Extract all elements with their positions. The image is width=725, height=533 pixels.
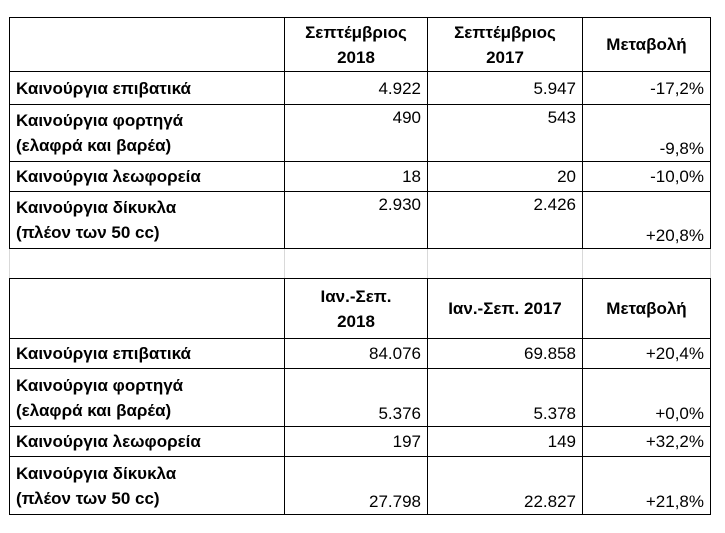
table2-header-jan-sep-2018-line2: 2018 — [337, 311, 375, 331]
value-2017: 5.947 — [428, 72, 583, 105]
change-value: +0,0% — [583, 369, 711, 427]
table-row — [10, 427, 711, 457]
value-2017: 5.378 — [428, 369, 583, 427]
table2-header-jan-sep-2018-line1: Ιαν.-Σεπ. — [320, 286, 392, 306]
table1-header-sep-2018-line2: 2018 — [337, 47, 375, 67]
row-label — [10, 369, 285, 427]
value-2018: 490 — [285, 105, 428, 162]
row-label: Καινούργια λεωφορεία — [10, 162, 285, 192]
value-2018: 2.930 — [285, 192, 428, 249]
row-label-line2: (ελαφρά και βαρέα) — [16, 136, 172, 155]
table1-header-sep-2017-line2: 2017 — [486, 47, 524, 67]
change-value: -17,2% — [583, 72, 711, 105]
value-2017: 149 — [428, 427, 583, 457]
row-label — [10, 105, 285, 162]
value-2017: 543 — [428, 105, 583, 162]
row-label-line1: Καινούργια φορτηγά — [16, 375, 184, 395]
table1-header-sep-2017 — [428, 18, 583, 72]
table1-header-sep-2017-line1: Σεπτέμβριος — [454, 22, 556, 42]
table-row — [10, 162, 711, 192]
row-label: Καινούργια λεωφορεία — [10, 427, 285, 457]
value-2018: 197 — [285, 427, 428, 457]
table-row — [10, 339, 711, 369]
row-label: Καινούργια επιβατικά — [10, 72, 285, 105]
value-2017: 22.827 — [428, 457, 583, 515]
spacer-row — [10, 249, 711, 279]
row-label: Καινούργια επιβατικά — [10, 339, 285, 369]
table2-header-jan-sep-2017: Ιαν.-Σεπ. 2017 — [428, 279, 583, 339]
registrations-table — [9, 17, 711, 515]
spacer-cell — [428, 249, 583, 279]
value-2017: 20 — [428, 162, 583, 192]
table1-header-change: Μεταβολή — [583, 18, 711, 72]
spacer-cell — [10, 249, 285, 279]
change-value: +32,2% — [583, 427, 711, 457]
table-row — [10, 192, 711, 249]
table-row — [10, 369, 711, 427]
table-row — [10, 457, 711, 515]
table1-header-row — [10, 18, 711, 72]
table-row — [10, 105, 711, 162]
change-value: +20,4% — [583, 339, 711, 369]
value-2018: 5.376 — [285, 369, 428, 427]
table-row — [10, 72, 711, 105]
value-2018: 4.922 — [285, 72, 428, 105]
value-2017: 69.858 — [428, 339, 583, 369]
change-value: +21,8% — [583, 457, 711, 515]
value-2018: 84.076 — [285, 339, 428, 369]
value-2018: 18 — [285, 162, 428, 192]
value-2018: 27.798 — [285, 457, 428, 515]
table1-header-sep-2018-line1: Σεπτέμβριος — [305, 22, 407, 42]
change-value: -9,8% — [583, 105, 711, 162]
value-2017: 2.426 — [428, 192, 583, 249]
spacer-cell — [285, 249, 428, 279]
table1-header-empty — [10, 18, 285, 72]
row-label — [10, 457, 285, 515]
row-label-line2: (πλέον των 50 cc) — [16, 488, 160, 508]
table2-header-change: Μεταβολή — [583, 279, 711, 339]
change-value: -10,0% — [583, 162, 711, 192]
row-label-line1: Καινούργια φορτηγά — [16, 111, 184, 130]
table1-header-sep-2018 — [285, 18, 428, 72]
change-value: +20,8% — [583, 192, 711, 249]
row-label-line2: (ελαφρά και βαρέα) — [16, 400, 172, 420]
spacer-cell — [583, 249, 711, 279]
table2-header-empty — [10, 279, 285, 339]
table2-header-row — [10, 279, 711, 339]
row-label-line1: Καινούργια δίκυκλα — [16, 198, 177, 217]
row-label — [10, 192, 285, 249]
row-label-line2: (πλέον των 50 cc) — [16, 223, 160, 242]
row-label-line1: Καινούργια δίκυκλα — [16, 463, 177, 483]
table2-header-jan-sep-2018 — [285, 279, 428, 339]
